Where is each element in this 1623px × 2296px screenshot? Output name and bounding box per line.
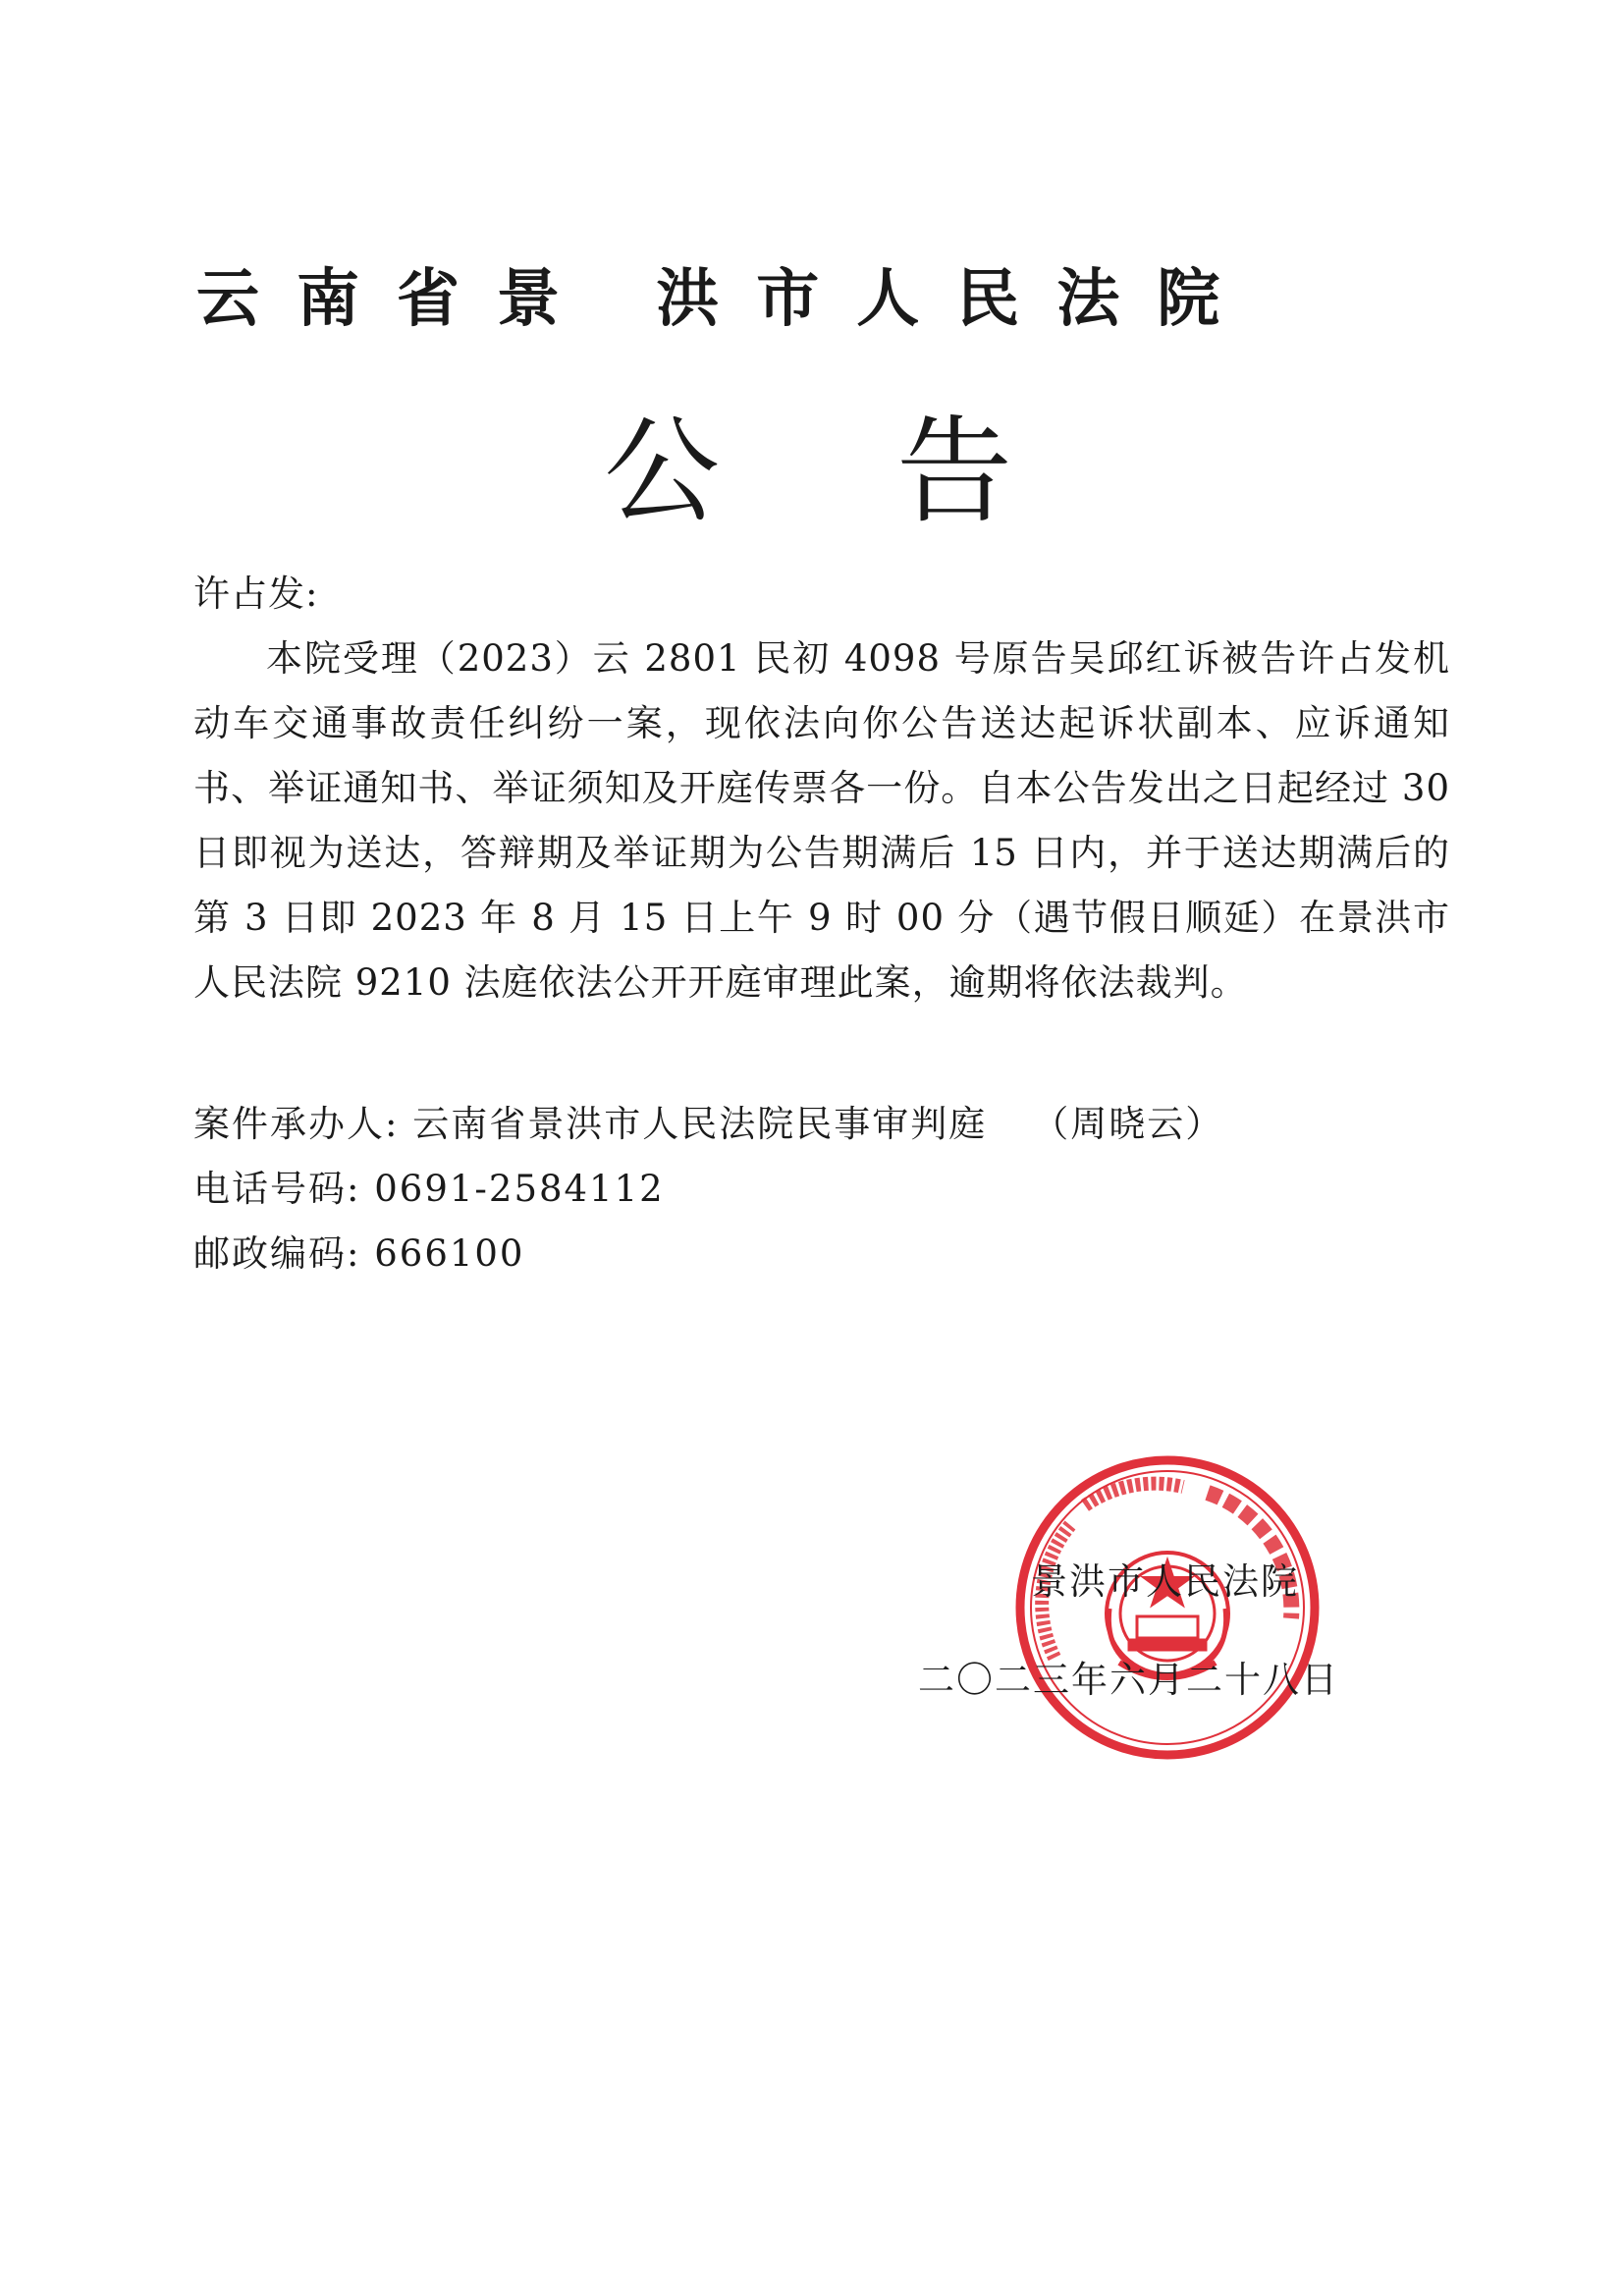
notice-body — [193, 562, 1450, 1015]
seal-border-script-top — [1085, 1484, 1183, 1505]
postcode-line — [193, 1222, 1223, 1286]
court-name-heading: 云南省景 洪市人民法院 — [196, 262, 1258, 336]
court-seal — [1011, 1451, 1324, 1764]
seal-outer-ring — [1020, 1460, 1315, 1755]
phone-label: 电话号码: — [193, 1168, 361, 1210]
contact-block — [193, 1092, 1223, 1286]
handler-line — [193, 1092, 1223, 1157]
notice-title: 公告 — [604, 404, 1190, 539]
handler-label: 案件承办人: — [193, 1103, 400, 1145]
addressee: 许占发: — [193, 573, 319, 615]
notice-paragraph: 本院受理（2023）云 2801 民初 4098 号原告吴邱红诉被告许占发机动车交通事故责任纠纷一案，现依法向你公告送达起诉状副本、应诉通知书、举证通知书、举证须知及开庭传票各一份。自本公告发出之日起经过 30 日即视为送达，答辩期及举证期为公告期满后 15 日内，并于送达期满后的第 3 日即 2023 年 8 月 15 日上午 9 时 00 分（遇节假日顺延）在景洪市人民法院 9210 法庭依法公开开庭审理此案，逾期将依法裁判。 — [193, 637, 1450, 1004]
handler-person: （周晓云） — [1032, 1103, 1224, 1145]
issuer-signature: 景洪市人民法院 — [1031, 1560, 1299, 1603]
phone-value: 0691-2584112 — [374, 1168, 665, 1210]
postcode-label: 邮政编码: — [193, 1232, 361, 1275]
seal-inner-ring — [1031, 1471, 1304, 1744]
phone-line — [193, 1157, 1223, 1222]
issue-date: 二〇二三年六月二十八日 — [918, 1659, 1339, 1701]
handler-value: 云南省景洪市人民法院民事审判庭 — [412, 1103, 988, 1145]
postcode-value: 666100 — [374, 1232, 525, 1275]
